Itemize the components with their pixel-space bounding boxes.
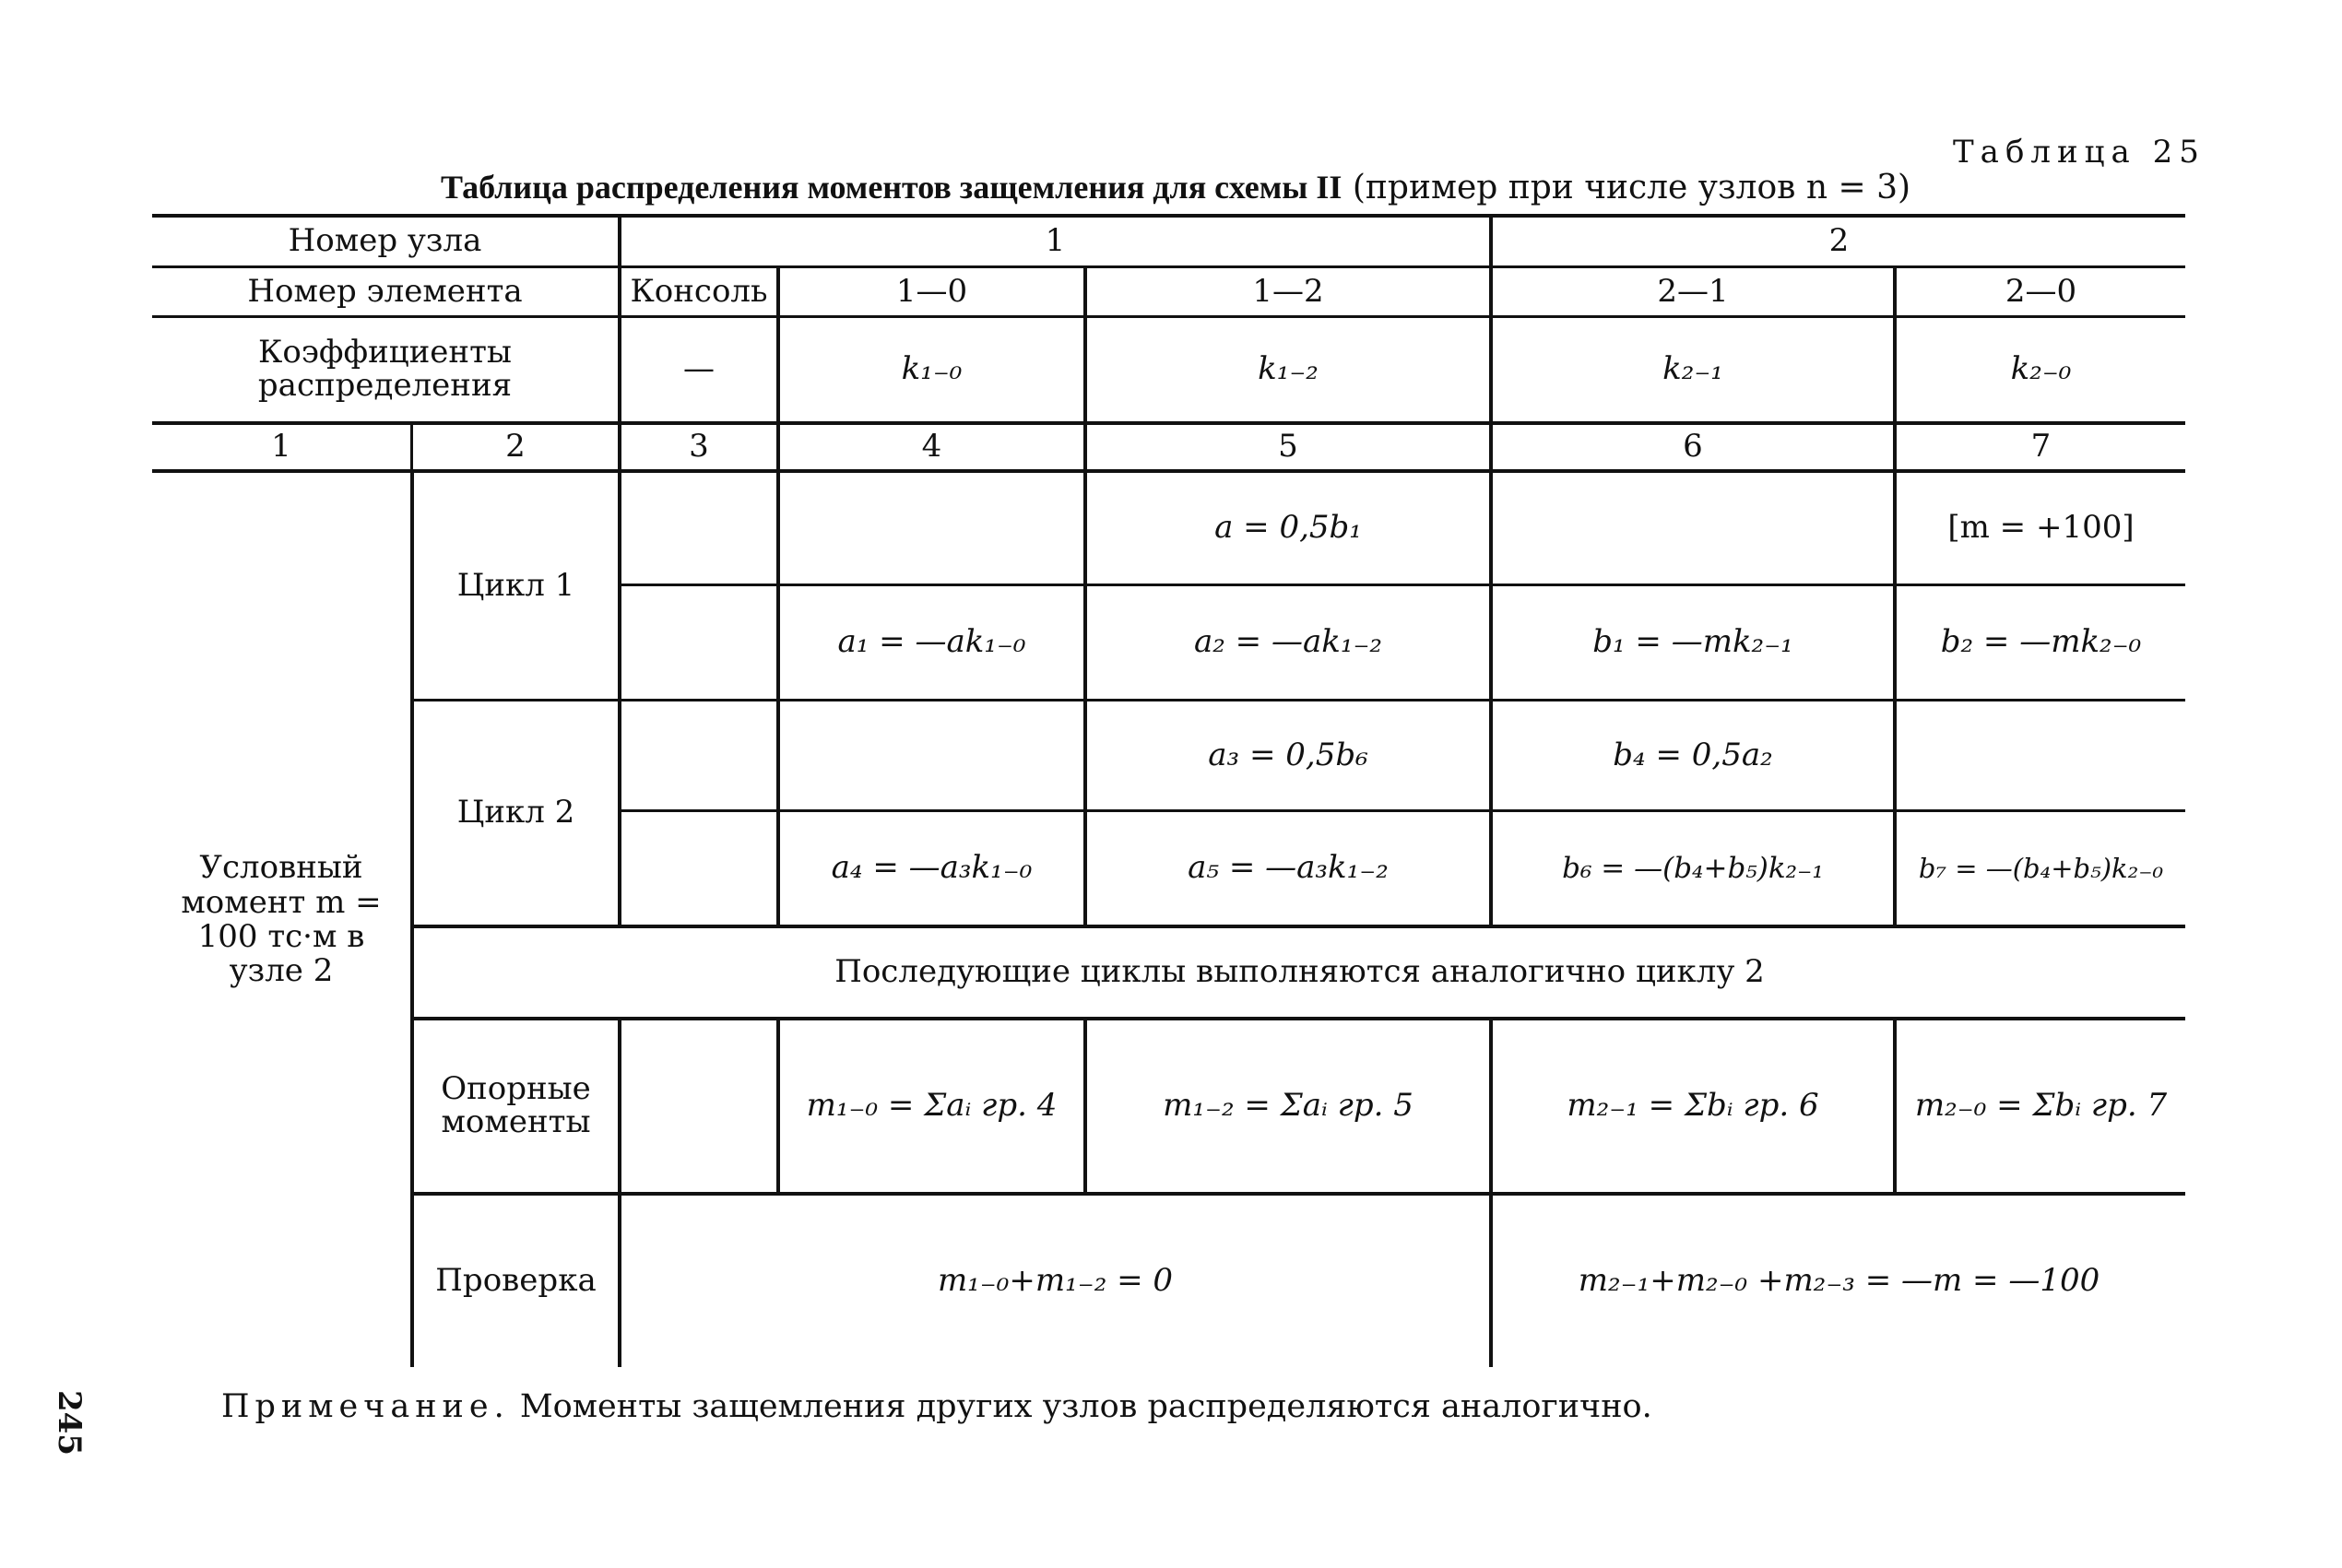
column-number-4: 4	[776, 421, 1083, 473]
header-element-number: Номер элемента	[152, 265, 618, 315]
cycle-2-r1-c4	[776, 699, 1083, 809]
check-node-1: m₁₋₀+m₁₋₂ = 0	[618, 1192, 1489, 1367]
cycle-1-r1-c6	[1489, 473, 1893, 584]
cycle-1-r1-c5: a = 0,5b₁	[1083, 473, 1489, 584]
cycle-2-r1-c7	[1893, 699, 2185, 809]
table-number-label: Таблица 25	[1953, 134, 2206, 171]
header-element-console: Консоль	[618, 265, 776, 315]
cycle-1-label: Цикл 1	[410, 473, 618, 699]
coef-k2-0: k₂₋₀	[1893, 315, 2185, 421]
cycle-2-r1-c6: b₄ = 0,5a₂	[1489, 699, 1893, 809]
header-element-2-1: 2—1	[1489, 265, 1893, 315]
header-element-1-2: 1—2	[1083, 265, 1489, 315]
caption-bold: Таблица распределения моментов защемления для схемы II	[440, 169, 1343, 206]
distribution-table	[152, 214, 2185, 1364]
page-number: 245	[51, 1390, 88, 1456]
caption-rest: (пример при числе узлов n = 3)	[1342, 169, 1911, 206]
coef-k2-1: k₂₋₁	[1489, 315, 1893, 421]
cycle-1-r1-c4	[776, 473, 1083, 584]
cycle-1-r1-c3	[618, 473, 776, 584]
coef-k1-0: k₁₋₀	[776, 315, 1083, 421]
support-moments-label: Опорные моменты	[410, 1017, 618, 1192]
header-element-1-0: 1—0	[776, 265, 1083, 315]
check-node-2: m₂₋₁+m₂₋₀ +m₂₋₃ = —m = —100	[1489, 1192, 2185, 1367]
column-number-5: 5	[1083, 421, 1489, 473]
cycle-1-r2-c6: b₁ = —mk₂₋₁	[1489, 584, 1893, 699]
cycle-1-r2-c3	[618, 584, 776, 699]
cycle-2-r2-c7: b₇ = —(b₄+b₅)k₂₋₀	[1893, 809, 2185, 925]
cycle-2-r1-c3	[618, 699, 776, 809]
support-c3	[618, 1017, 776, 1192]
column-number-2: 2	[410, 421, 618, 473]
footnote-text: Моменты защемления других узлов распределяются аналогично.	[509, 1388, 1652, 1425]
support-c5: m₁₋₂ = Σaᵢ гр. 5	[1083, 1017, 1489, 1192]
cycle-1-r2-c4: a₁ = —ak₁₋₀	[776, 584, 1083, 699]
header-node-1: 1	[618, 214, 1489, 265]
subsequent-cycles-note: Последующие циклы выполняются аналогично циклу 2	[410, 925, 2185, 1017]
support-c4: m₁₋₀ = Σaᵢ гр. 4	[776, 1017, 1083, 1192]
column-number-1: 1	[152, 421, 410, 473]
cycle-1-r1-c7: [m = +100]	[1893, 473, 2185, 584]
table-caption	[161, 168, 2190, 206]
cycle-2-r2-c3	[618, 809, 776, 925]
header-coefficients: Коэффициенты распределения	[152, 315, 618, 421]
coef-k1-2: k₁₋₂	[1083, 315, 1489, 421]
footnote	[221, 1388, 1652, 1425]
cycle-2-r1-c5: a₃ = 0,5b₆	[1083, 699, 1489, 809]
side-label: Условный момент m = 100 тс·м в узле 2	[181, 849, 382, 990]
header-element-2-0: 2—0	[1893, 265, 2185, 315]
cycle-1-r2-c5: a₂ = —ak₁₋₂	[1083, 584, 1489, 699]
column-number-7: 7	[1893, 421, 2185, 473]
column-number-6: 6	[1489, 421, 1893, 473]
header-node-2: 2	[1489, 214, 2185, 265]
cycle-2-r2-c5: a₅ = —a₃k₁₋₂	[1083, 809, 1489, 925]
check-label: Проверка	[410, 1192, 618, 1367]
support-c7: m₂₋₀ = Σbᵢ гр. 7	[1893, 1017, 2185, 1192]
cycle-1-r2-c7: b₂ = —mk₂₋₀	[1893, 584, 2185, 699]
header-node-number: Номер узла	[152, 214, 618, 265]
coef-console: —	[618, 315, 776, 421]
cycle-2-r2-c4: a₄ = —a₃k₁₋₀	[776, 809, 1083, 925]
cycle-2-r2-c6: b₆ = —(b₄+b₅)k₂₋₁	[1489, 809, 1893, 925]
column-number-3: 3	[618, 421, 776, 473]
cycle-2-label: Цикл 2	[410, 699, 618, 925]
support-c6: m₂₋₁ = Σbᵢ гр. 6	[1489, 1017, 1893, 1192]
footnote-prefix: Примечание.	[221, 1388, 510, 1425]
